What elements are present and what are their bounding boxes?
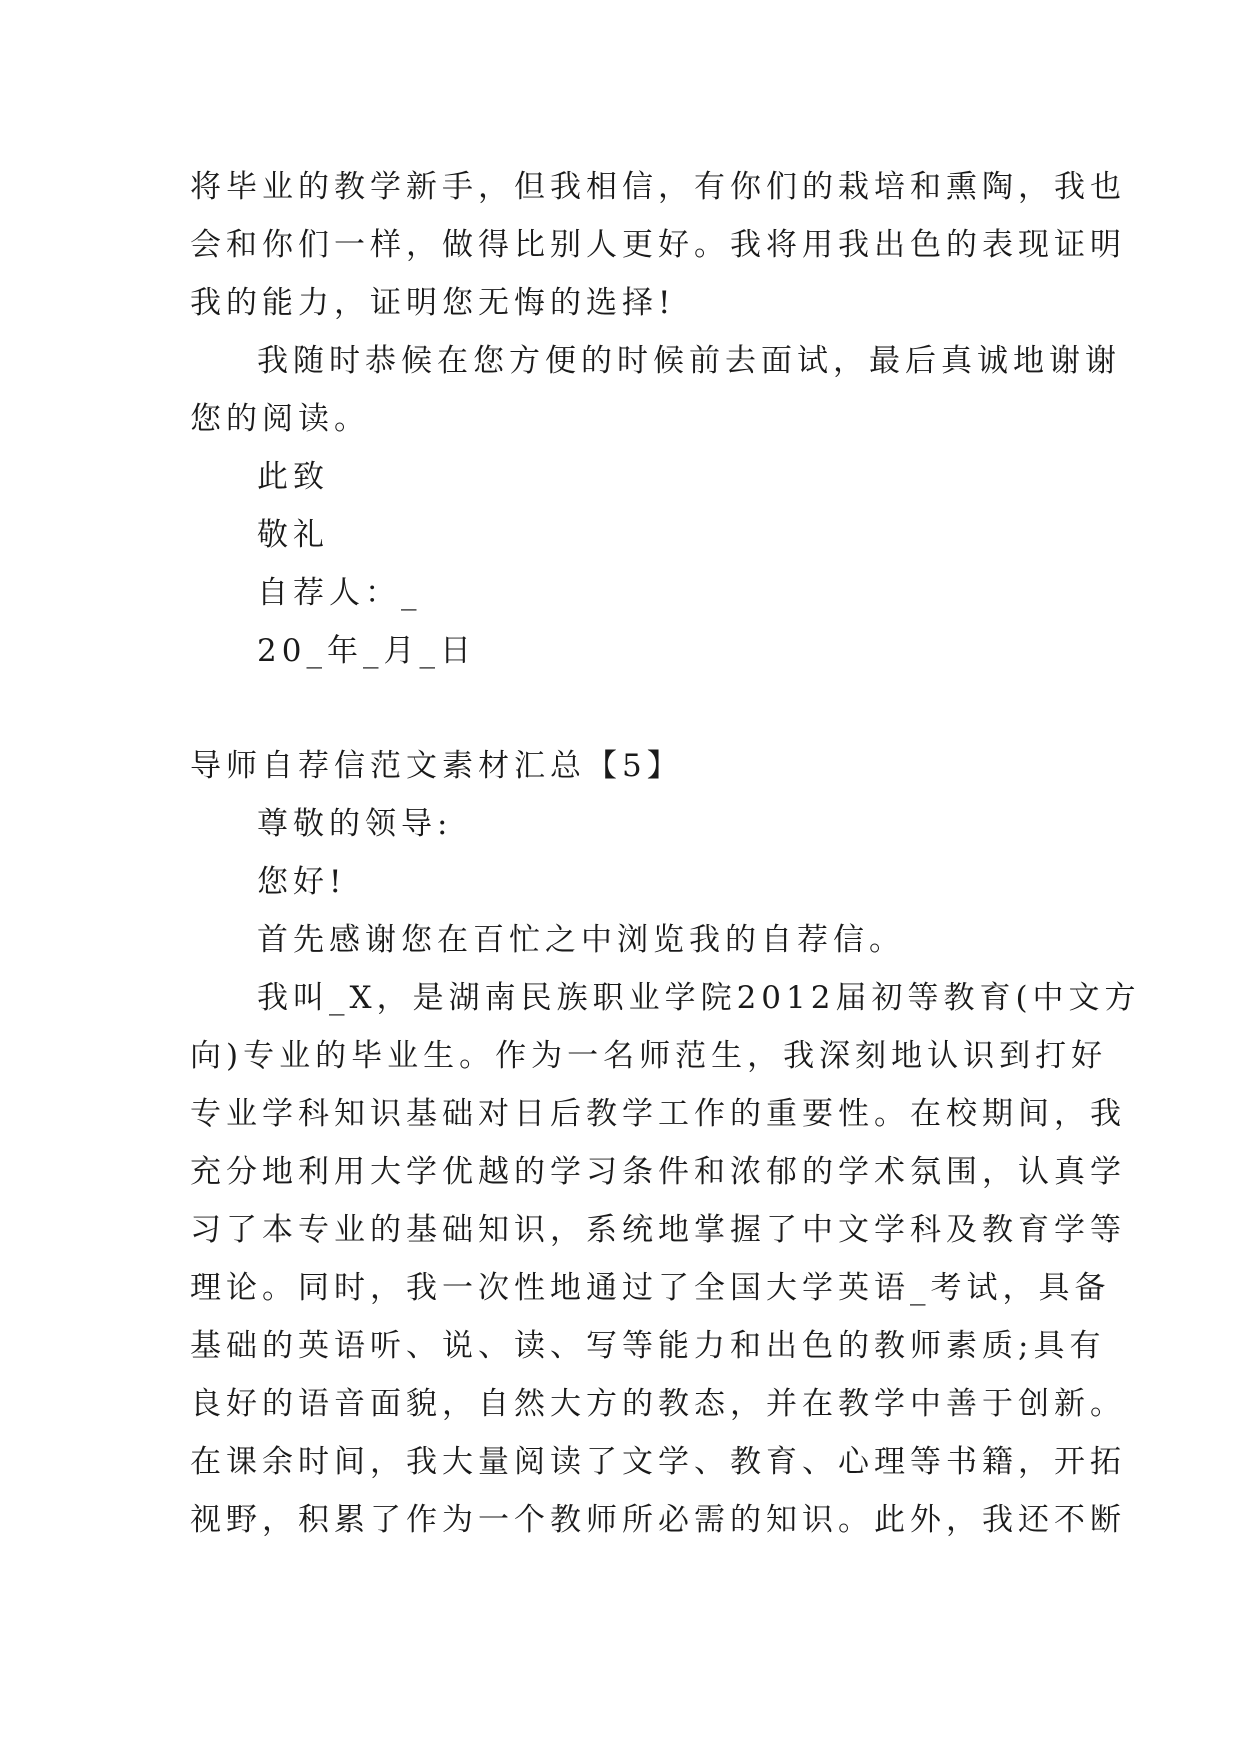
body-line: 专业学科知识基础对日后教学工作的重要性。在校期间，我: [190, 1096, 1126, 1132]
date-line: 20_年_月_日: [257, 633, 476, 669]
body-line: 充分地利用大学优越的学习条件和浓郁的学术氛围，认真学: [190, 1154, 1126, 1190]
body-line: 向)专业的毕业生。作为一名师范生，我深刻地认识到打好: [190, 1038, 1108, 1074]
body-line: 基础的英语听、说、读、写等能力和出色的教师素质;具有: [190, 1328, 1106, 1364]
section-heading: 导师自荐信范文素材汇总【5】: [190, 748, 683, 784]
body-line: 我的能力，证明您无悔的选择!: [190, 285, 676, 321]
body-line: 会和你们一样，做得比别人更好。我将用我出色的表现证明: [190, 227, 1126, 263]
body-line: 在课余时间，我大量阅读了文学、教育、心理等书籍，开拓: [190, 1444, 1126, 1480]
body-line: 习了本专业的基础知识，系统地掌握了中文学科及教育学等: [190, 1212, 1126, 1248]
body-line: 良好的语音面貌，自然大方的教态，并在教学中善于创新。: [190, 1386, 1126, 1422]
body-line: 理论。同时，我一次性地通过了全国大学英语_考试，具备: [190, 1270, 1111, 1306]
body-line: 我随时恭候在您方便的时候前去面试，最后真诚地谢谢: [257, 343, 1121, 379]
body-line: 您的阅读。: [190, 401, 370, 437]
signature-line: 自荐人：_: [257, 575, 422, 611]
greeting: 尊敬的领导:: [257, 806, 453, 842]
closing-regards: 敬礼: [257, 517, 329, 553]
body-line: 我叫_X，是湖南民族职业学院2012届初等教育(中文方: [257, 980, 1141, 1016]
body-line: 首先感谢您在百忙之中浏览我的自荐信。: [257, 922, 905, 958]
closing-salutation: 此致: [257, 459, 329, 495]
body-line: 视野，积累了作为一个教师所必需的知识。此外，我还不断: [190, 1502, 1126, 1538]
body-line: 将毕业的教学新手，但我相信，有你们的栽培和熏陶，我也: [190, 169, 1126, 205]
greeting-hello: 您好!: [257, 864, 347, 900]
